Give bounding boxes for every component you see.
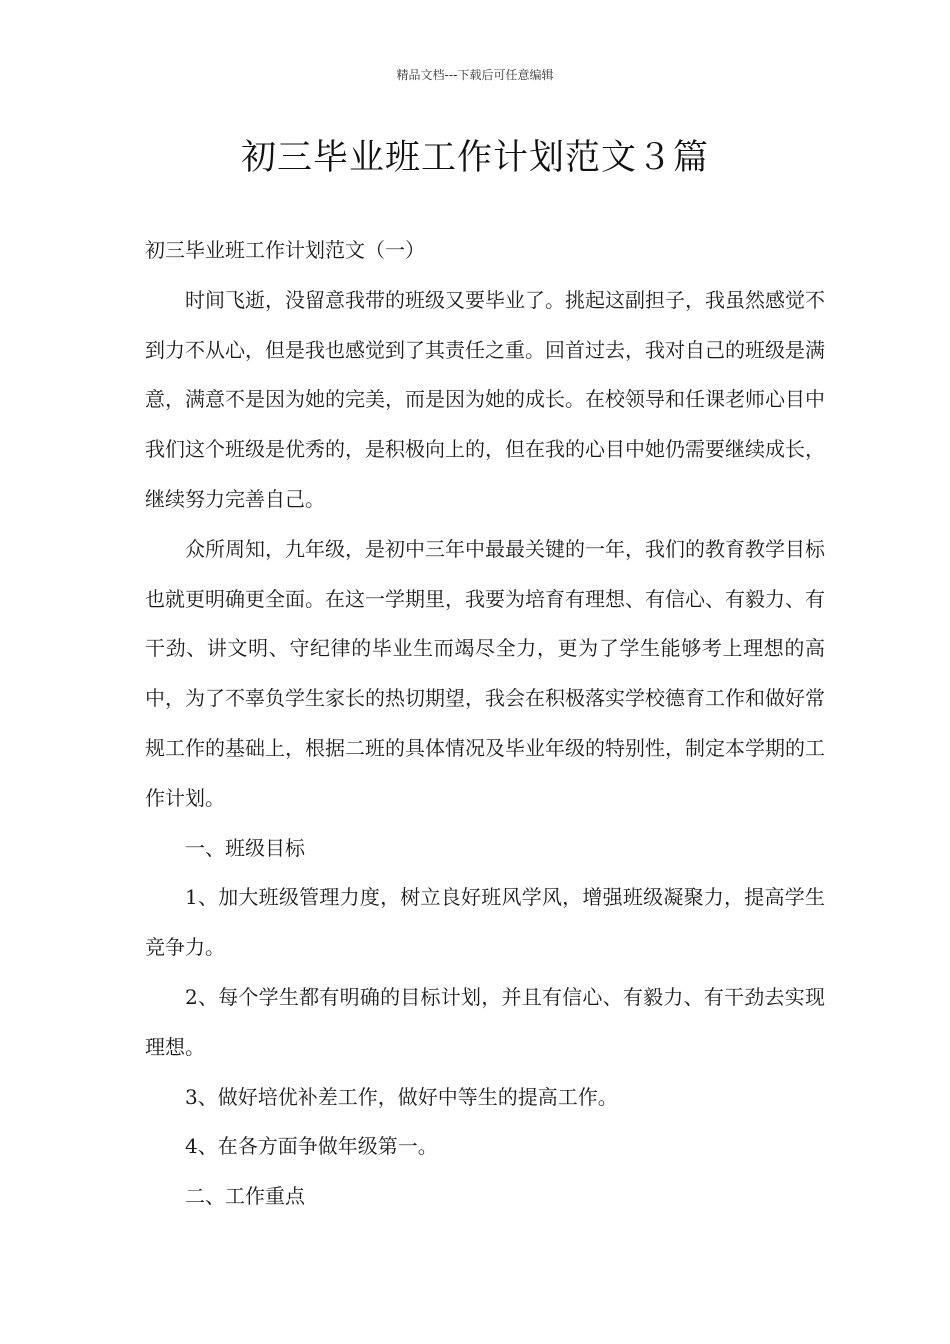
heading-class-goals: 一、班级目标: [185, 835, 305, 860]
paragraph-background: 众所周知，九年级，是初中三年中最最关键的一年，我们的教育教学目标也就更明确更全面。在这一学期里，我要为培育有理想、有信心、有毅力、有干劲、讲文明、守纪律的毕业生而竭尽全力，更为了学生能够考上理想的高中，为了不辜负学生家长的热切期望，我会在积极落实学校德育工作和做好常规工作的基础上，根据二班的具体情况及毕业年级的特别性，制定本学期的工作计划。: [145, 536, 825, 810]
paragraph-intro: 时间飞逝，没留意我带的班级又要毕业了。挑起这副担子，我虽然感觉不到力不从心，但是我也感觉到了其责任之重。回首过去，我对自己的班级是满意，满意不是因为她的完美，而是因为她的成长。在校领导和任课老师心目中我们这个班级是优秀的，是积极向上的，但在我的心目中她仍需要继续成长，继续努力完善自己。: [145, 287, 825, 511]
header-note: 精品文档---下载后可任意编辑: [396, 68, 554, 82]
goal-item-3: 3、做好培优补差工作，做好中等生的提高工作。: [185, 1084, 618, 1109]
document-body: [145, 226, 825, 1222]
document-title: 初三毕业班工作计划范文３篇: [240, 138, 709, 178]
goal-item-2: 2、每个学生都有明确的目标计划，并且有信心、有毅力、有干劲去实现理想。: [145, 984, 825, 1059]
goal-item-4: 4、在各方面争做年级第一。: [185, 1134, 438, 1159]
heading-work-focus: 二、工作重点: [185, 1184, 305, 1209]
section-heading: 初三毕业班工作计划范文（一）: [145, 238, 425, 262]
goal-item-1: 1、加大班级管理力度，树立良好班风学风，增强班级凝聚力，提高学生竞争力。: [145, 885, 825, 960]
